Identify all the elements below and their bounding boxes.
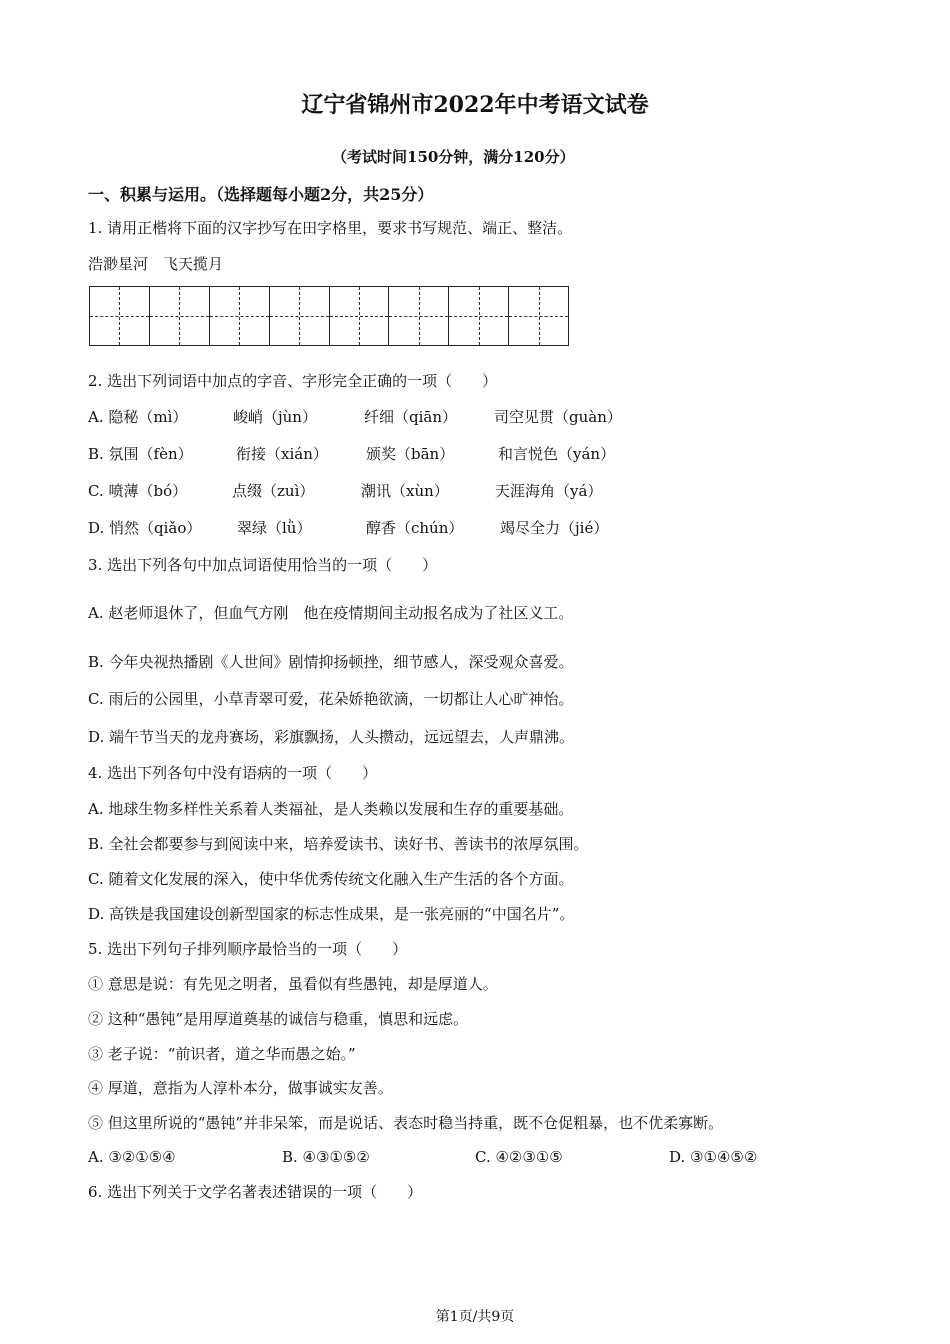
q5-option-b: B. ④③①⑤②: [282, 1148, 370, 1166]
q5-sentence-3: ③ 老子说：“前识者，道之华而愚之始。”: [88, 1045, 356, 1063]
grid-cell: [449, 287, 509, 345]
section-heading: 一、积累与运用。（选择题每小题2分，共25分）: [88, 185, 434, 204]
q2-option-b-1: B. 氛围（fèn）: [88, 445, 193, 463]
grid-cell: [270, 287, 330, 345]
q5-sentence-2: ② 这种“愚钝”是用厚道奠基的诚信与稳重，慎思和远虑。: [88, 1010, 469, 1028]
q5-sentence-4: ④ 厚道，意指为人淳朴本分，做事诚实友善。: [88, 1079, 393, 1097]
q2-option-c-2: 点缀（zuì）: [232, 482, 315, 500]
q3-option-d: D. 端午节当天的龙舟赛场，彩旗飘扬，人头攒动，远远望去，人声鼎沸。: [88, 728, 575, 746]
exam-info: （考试时间150分钟，满分120分）: [332, 148, 575, 166]
q5-option-d: D. ③①④⑤②: [669, 1148, 758, 1166]
q2-option-c-4: 天涯海角（yá）: [495, 482, 603, 500]
q4-option-a: A. 地球生物多样性关系着人类福祉，是人类赖以发展和生存的重要基础。: [88, 800, 574, 818]
q6-stem: 6. 选出下列关于文学名著表述错误的一项（ ）: [88, 1183, 423, 1201]
q3-option-a: A. 赵老师退休了，但血气方刚 他在疫情期间主动报名成为了社区义工。: [88, 604, 574, 622]
q2-option-b-4: 和言悦色（yán）: [498, 445, 616, 463]
grid-cell: [330, 287, 390, 345]
q2-option-a-3: 纤细（qiān）: [364, 408, 458, 426]
grid-cell: [509, 287, 568, 345]
q5-option-c: C. ④②③①⑤: [475, 1148, 563, 1166]
q2-option-d-3: 醇香（chún）: [366, 519, 464, 537]
q2-option-b-2: 衔接（xián）: [236, 445, 328, 463]
q4-option-d: D. 高铁是我国建设创新型国家的标志性成果，是一张亮丽的“中国名片”。: [88, 905, 575, 923]
q1-text: 浩渺星河 飞天揽月: [88, 255, 224, 273]
q2-option-b-3: 颁奖（bān）: [366, 445, 455, 463]
grid-cell: [150, 287, 210, 345]
q2-option-a-4: 司空见贯（guàn）: [494, 408, 622, 426]
q2-option-d-2: 翠绿（lǜ）: [237, 519, 312, 537]
q1-stem: 1. 请用正楷将下面的汉字抄写在田字格里，要求书写规范、端正、整洁。: [88, 219, 573, 237]
q3-option-c: C. 雨后的公园里，小草青翠可爱，花朵娇艳欲滴，一切都让人心旷神怡。: [88, 690, 574, 708]
q3-stem: 3. 选出下列各句中加点词语使用恰当的一项（ ）: [88, 556, 438, 574]
tianzige-grid: [89, 286, 569, 346]
q4-option-c: C. 随着文化发展的深入，使中华优秀传统文化融入生产生活的各个方面。: [88, 870, 574, 888]
q2-stem: 2. 选出下列词语中加点的字音、字形完全正确的一项（ ）: [88, 372, 498, 390]
grid-cell: [389, 287, 449, 345]
q5-sentence-1: ① 意思是说：有先见之明者，虽看似有些愚钝，却是厚道人。: [88, 975, 498, 993]
q4-stem: 4. 选出下列各句中没有语病的一项（ ）: [88, 764, 378, 782]
q2-option-c-1: C. 喷薄（bó）: [88, 482, 188, 500]
q2-option-a-2: 峻峭（jùn）: [233, 408, 317, 426]
page-footer: 第1页/共9页: [435, 1309, 515, 1325]
q5-sentence-5: ⑤ 但这里所说的“愚钝”并非呆笨，而是说话、表态时稳当持重，既不仓促粗暴，也不优柔寡断。: [88, 1114, 724, 1132]
page-title: 辽宁省锦州市2022年中考语文试卷: [301, 92, 649, 118]
grid-cell: [210, 287, 270, 345]
q2-option-a-1: A. 隐秘（mì）: [88, 408, 188, 426]
grid-cell: [90, 287, 150, 345]
q2-option-d-4: 竭尽全力（jié）: [500, 519, 609, 537]
q5-option-a: A. ③②①⑤④: [88, 1148, 176, 1166]
q2-option-d-1: D. 悄然（qiǎo）: [88, 519, 202, 537]
q3-option-b: B. 今年央视热播剧《人世间》剧情抑扬顿挫，细节感人，深受观众喜爱。: [88, 653, 574, 671]
q2-option-c-3: 潮讯（xùn）: [361, 482, 449, 500]
q5-stem: 5. 选出下列句子排列顺序最恰当的一项（ ）: [88, 940, 408, 958]
q4-option-b: B. 全社会都要参与到阅读中来，培养爱读书、读好书、善读书的浓厚氛围。: [88, 835, 589, 853]
